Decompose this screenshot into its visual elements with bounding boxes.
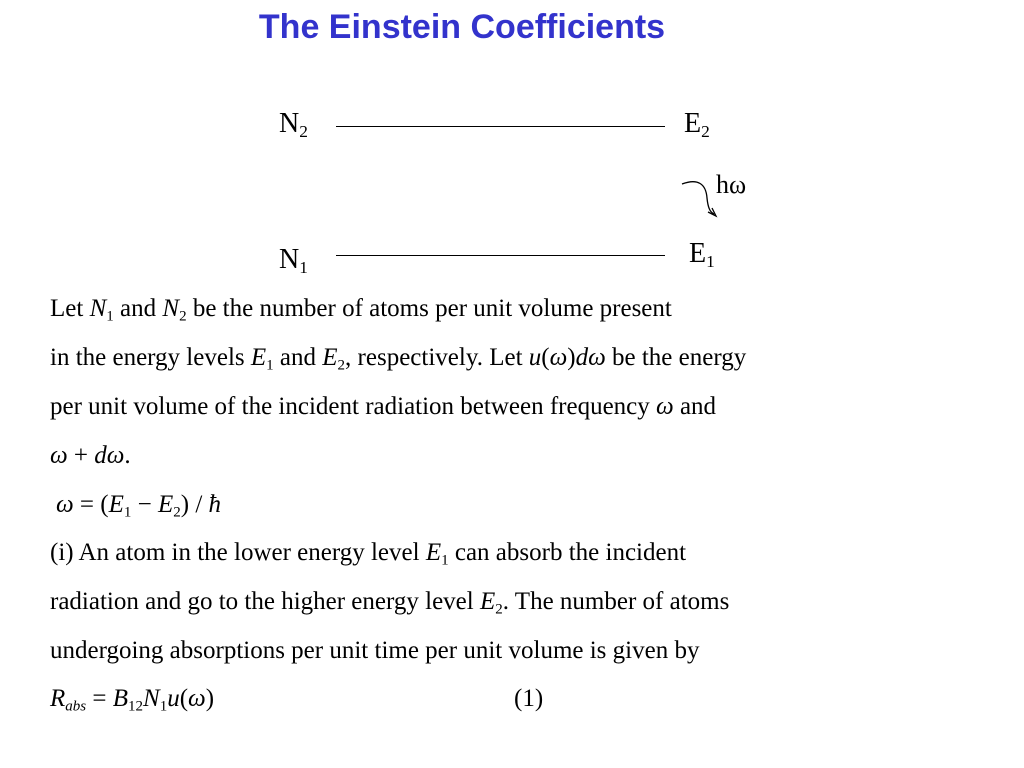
subscript: 2	[299, 122, 308, 142]
subscript: 2	[337, 357, 346, 374]
math-symbol: N	[143, 685, 160, 712]
text-run: in the energy levels	[50, 344, 251, 371]
math-symbol: R	[50, 685, 66, 712]
math-symbol: (	[100, 491, 109, 518]
math-symbol: =	[73, 491, 101, 518]
lower-energy-label	[689, 240, 715, 271]
subscript: 2	[179, 308, 187, 325]
math-symbol: d	[94, 442, 107, 469]
math-symbol: abs	[65, 698, 87, 715]
math-symbol: .	[124, 442, 131, 469]
math-symbol: E	[250, 344, 267, 371]
absorption-rate-equation	[50, 686, 214, 715]
math-symbol: =	[86, 685, 113, 712]
math-symbol: ω	[106, 442, 125, 469]
subscript: 1	[706, 252, 715, 272]
math-symbol: ħ	[208, 491, 222, 518]
subscript: 1	[266, 357, 274, 374]
math-symbol: B	[112, 685, 129, 712]
page-title: The Einstein Coefficients	[258, 8, 666, 46]
text-run: and	[273, 344, 323, 371]
math-symbol: )	[180, 491, 190, 518]
math-symbol: )	[567, 344, 576, 371]
math-symbol: E	[157, 491, 174, 518]
subscript: 12	[128, 698, 144, 715]
photon-energy-label: hω	[716, 170, 747, 199]
lower-population-label	[279, 246, 308, 277]
math-symbol: ω	[56, 491, 74, 518]
upper-population-label	[279, 110, 308, 141]
body-line-1	[50, 296, 672, 325]
math-symbol: N	[89, 295, 107, 322]
subscript: 1	[299, 258, 308, 278]
math-symbol: +	[67, 442, 95, 469]
lower-energy-level-line	[336, 255, 665, 256]
math-symbol: ω	[188, 685, 206, 712]
math-symbol: ω	[549, 344, 568, 371]
math-symbol: E	[425, 539, 442, 566]
math-symbol: E	[108, 491, 124, 518]
subscript: 2	[173, 504, 181, 521]
upper-energy-label	[684, 110, 710, 141]
math-symbol: ω	[50, 442, 68, 469]
subscript: 1	[123, 504, 132, 521]
subscript: 1	[159, 698, 168, 715]
math-symbol: )	[205, 685, 215, 712]
math-symbol: −	[131, 491, 158, 518]
e-symbol: E	[689, 238, 707, 269]
body-line-5	[50, 540, 686, 569]
upper-energy-level-line	[336, 126, 665, 127]
math-symbol: u	[528, 344, 542, 371]
math-symbol: /	[189, 491, 209, 518]
text-run: , respectively. Let	[345, 344, 529, 371]
math-symbol: N	[162, 295, 180, 322]
math-symbol: E	[479, 588, 496, 615]
body-line-4	[50, 443, 131, 468]
subscript: 1	[441, 552, 449, 569]
n-symbol: N	[279, 244, 300, 275]
math-symbol: ω	[588, 344, 606, 371]
n-symbol: N	[279, 108, 300, 139]
text-run: be the number of atoms per unit volume present	[186, 295, 672, 322]
subscript: 1	[106, 308, 114, 325]
math-symbol: u	[167, 685, 180, 712]
math-symbol: E	[322, 344, 338, 371]
subscript	[65, 699, 86, 715]
body-line-6	[50, 589, 729, 618]
text-run: be the energy	[605, 344, 747, 371]
e-symbol: E	[684, 108, 702, 139]
text-run: and	[113, 295, 163, 322]
text-run: can absorb the incident	[448, 539, 687, 566]
frequency-equation	[56, 492, 221, 521]
body-line-2	[50, 345, 746, 374]
math-symbol: ω	[656, 393, 674, 420]
subscript: 2	[495, 601, 503, 618]
text-run: (i) An atom in the lower energy level	[50, 539, 426, 566]
text-run: radiation and go to the higher energy level	[50, 588, 480, 615]
text-run: and	[673, 393, 717, 420]
body-line-7: undergoing absorptions per unit time per unit volume is given by	[50, 637, 700, 664]
math-symbol: d	[575, 344, 589, 371]
body-line-3	[50, 394, 716, 419]
text-run: . The number of atoms	[502, 588, 730, 615]
text-run: Let	[50, 295, 90, 322]
math-symbol: (	[541, 344, 550, 371]
equation-number: (1)	[514, 685, 544, 712]
subscript: 2	[701, 122, 710, 142]
math-symbol: (	[179, 685, 189, 712]
text-run: per unit volume of the incident radiation between frequency	[50, 393, 657, 420]
